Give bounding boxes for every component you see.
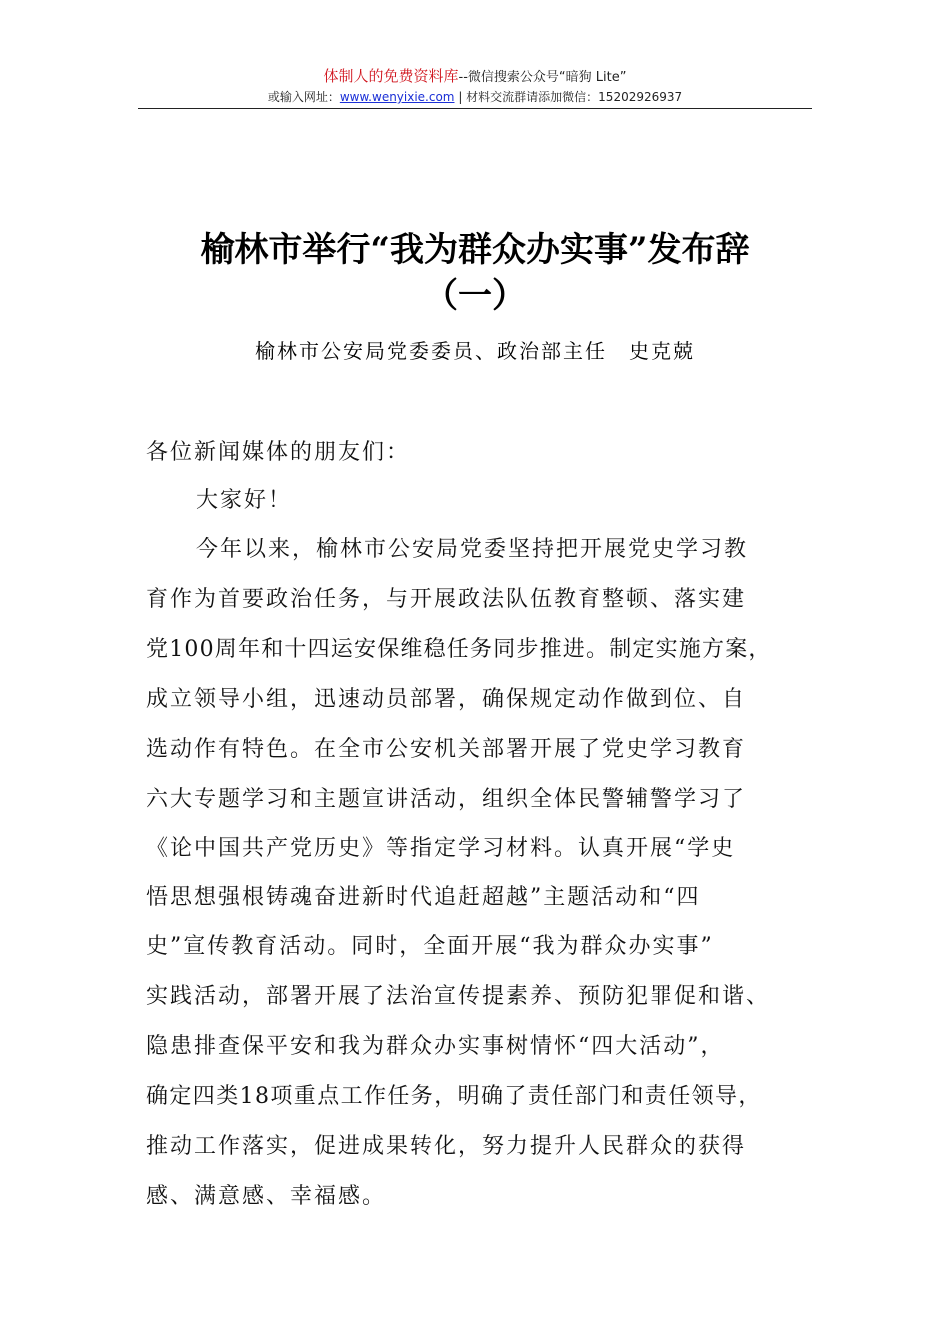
header-url-prefix: 或输入网址： xyxy=(267,90,340,104)
paragraph-line: 选动作有特色。在全市公安机关部署开展了党史学习教育 xyxy=(146,737,747,762)
header-line-2 xyxy=(138,88,812,106)
header-line-1 xyxy=(138,66,812,88)
paragraph-line: 确定四类18项重点工作任务，明确了责任部门和责任领导， xyxy=(146,1084,762,1109)
salutation: 各位新闻媒体的朋友们： xyxy=(146,440,411,465)
paragraph-line: 推动工作落实，促进成果转化，努力提升人民群众的获得 xyxy=(146,1134,747,1159)
paragraph-line: 《论中国共产党历史》等指定学习材料。认真开展“学史 xyxy=(146,836,736,861)
document-title-line-2: （一） xyxy=(424,276,526,316)
page-header xyxy=(138,66,812,106)
header-contact: | 材料交流群请添加微信：15202926937 xyxy=(454,90,683,104)
paragraph-line: 党100周年和十四运安保维稳任务同步推进。制定实施方案， xyxy=(146,637,772,662)
paragraph-line: 六大专题学习和主题宣讲活动，组织全体民警辅警学习了 xyxy=(146,787,747,812)
paragraph-line: 实践活动，部署开展了法治宣传提素养、预防犯罪促和谐、 xyxy=(146,984,771,1009)
header-url-link[interactable]: www.wenyixie.com xyxy=(339,90,455,104)
document-title-line-1: 榆林市举行“我为群众办实事”发布辞 xyxy=(200,230,750,270)
paragraph-line: 成立领导小组，迅速动员部署，确保规定动作做到位、自 xyxy=(146,687,747,712)
paragraph-line: 感、满意感、幸福感。 xyxy=(146,1184,387,1209)
paragraph-line: 史”宣传教育活动。同时，全面开展“我为群众办实事” xyxy=(146,934,714,959)
paragraph-line: 今年以来，榆林市公安局党委坚持把开展党史学习教 xyxy=(196,537,749,562)
paragraph-line: 隐患排查保平安和我为群众办实事树情怀“四大活动”， xyxy=(146,1034,725,1059)
header-tagline: --微信搜索公众号“暗狗 Lite” xyxy=(458,70,627,85)
paragraph-line: 悟思想强根铸魂奋进新时代追赶超越”主题活动和“四 xyxy=(146,885,701,910)
greeting: 大家好！ xyxy=(196,488,293,513)
paragraph-line: 育作为首要政治任务，与开展政法队伍教育整顿、落实建 xyxy=(146,587,747,612)
author-byline: 榆林市公安局党委委员、政治部主任 史克兢 xyxy=(255,339,695,363)
header-divider xyxy=(138,108,812,109)
header-brand: 体制人的免费资料库 xyxy=(323,67,459,85)
